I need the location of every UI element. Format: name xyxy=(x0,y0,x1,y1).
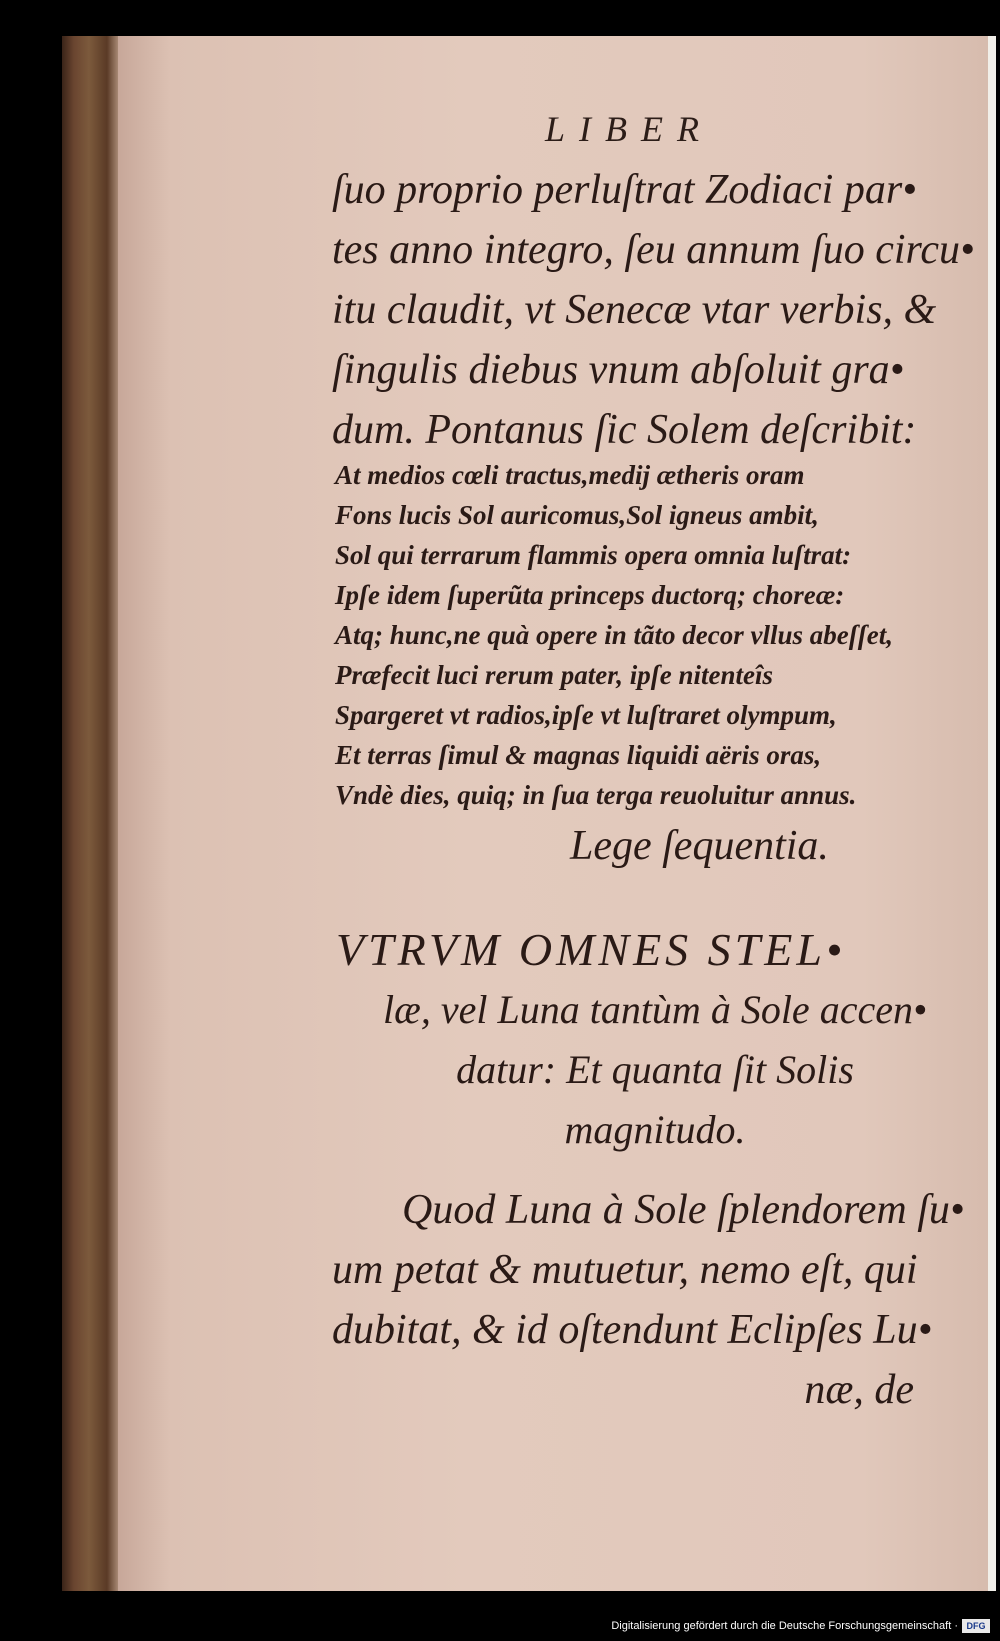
text-line: ſingulis diebus vnum abſoluit gra• xyxy=(332,347,905,393)
text-line: itu claudit, vt Senecæ vtar verbis, & xyxy=(332,287,937,333)
verse-line: Præfecit luci rerum pater, ipſe nitenteîs xyxy=(335,660,773,690)
verse-line: Ipſe idem ſuperũta princeps ductorq; choreæ: xyxy=(335,580,845,610)
text-line: dum. Pontanus ſic Solem deſcribit: xyxy=(332,407,917,453)
verse-quotation xyxy=(335,455,985,815)
book-spine-edge xyxy=(62,36,122,1591)
heading-line: datur: Et quanta ſit Solis xyxy=(456,1047,854,1092)
paragraph-1 xyxy=(332,160,982,460)
catchword: næ, de xyxy=(804,1367,914,1413)
verse-line: Et terras ſimul & magnas liquidi aëris oras, xyxy=(335,740,822,770)
text-line: um petat & mutuetur, nemo eſt, qui xyxy=(332,1247,918,1293)
text-line: ſuo proprio perluſtrat Zodiaci par• xyxy=(332,167,917,213)
heading-line: VTRVM OMNES STEL• xyxy=(336,924,847,975)
heading-line: læ, vel Luna tantùm à Sole accen• xyxy=(383,987,927,1032)
verse-line: Sol qui terrarum flammis opera omnia luſtrat: xyxy=(335,540,852,570)
dfg-logo-icon: DFG xyxy=(962,1619,990,1633)
paragraph-2 xyxy=(332,1180,982,1420)
text-line: tes anno integro, ſeu annum ſuo circu• xyxy=(332,227,975,273)
verse-line: Atq; hunc,ne quà opere in tãto decor vllus abeſſet, xyxy=(335,620,893,650)
lege-sequentia: Lege ſequentia. xyxy=(570,823,829,869)
text-line: Quod Luna à Sole ſplendorem ſu• xyxy=(402,1187,965,1233)
verse-line: Vndè dies, quiq; in ſua terga reuoluitur annus. xyxy=(335,780,857,810)
page-margin-strip xyxy=(988,36,996,1591)
funding-notice: Digitalisierung gefördert durch die Deutsche Forschungsgemeinschaft · xyxy=(611,1620,958,1632)
text-line: dubitat, & id oſtendunt Eclipſes Lu• xyxy=(332,1307,933,1353)
verse-line: Fons lucis Sol auricomus,Sol igneus ambit, xyxy=(335,500,819,530)
heading-line: magnitudo. xyxy=(564,1107,746,1152)
running-head: LIBER xyxy=(545,109,713,149)
section-heading xyxy=(330,920,980,1160)
verse-line: Spargeret vt radios,ipſe vt luſtraret olympum, xyxy=(335,700,837,730)
scan-footer-bar xyxy=(0,1591,1000,1641)
verse-line: At medios cœli tractus,medij ætheris oram xyxy=(335,460,805,490)
